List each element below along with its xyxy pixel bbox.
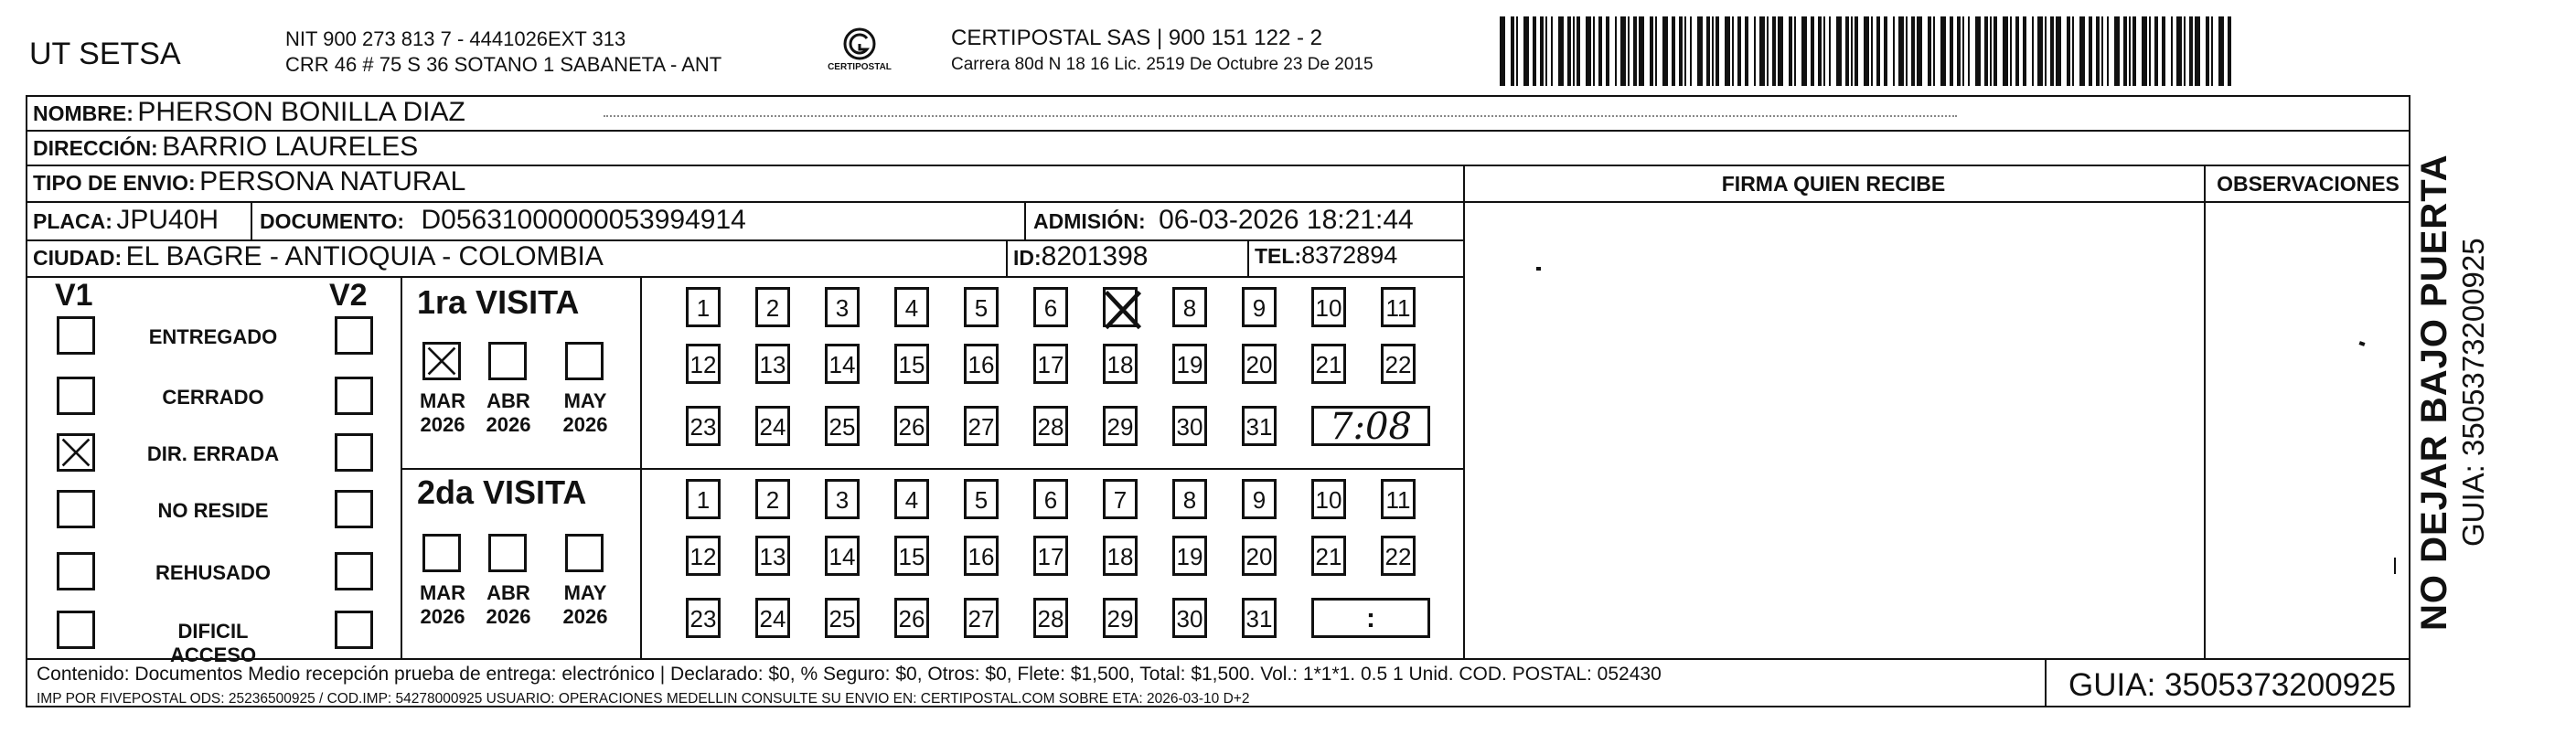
footer-line1: Contenido: Documentos Medio recepción prueba de entrega: electrónico | Declarado: $0, % Seguro: $0, Otros: $0, Flete: $1,500, Total: $1,500. Vol.: 1*1*1. 0.5 1 Unid. COD. POSTAL: 052430 [37,664,1662,685]
visit2-month-checkbox[interactable] [422,534,461,572]
visit2-month-label [415,581,470,629]
license-line: Carrera 80d N 18 16 Lic. 2519 De Octubre 23 De 2015 [951,55,1374,74]
footer-line2: IMP POR FIVEPOSTAL ODS: 25236500925 / COD.IMP: 54278000925 USUARIO: OPERACIONES MEDELLIN CONSULTE SU ENVIO EN: CERTIPOSTAL.COM SOBRE ETA: 2026-03-10 D+2 [37,691,1250,707]
visit1-day-box[interactable]: 30 [1172,406,1207,446]
nit-line: NIT 900 273 813 7 - 4441026EXT 313 [285,27,626,50]
status-v2-checkbox[interactable] [335,316,373,355]
visit2-day-box[interactable]: 9 [1242,479,1277,519]
visit1-month-label [481,389,536,437]
direccion-value: BARRIO LAURELES [162,132,419,162]
visit2-day-box[interactable]: 20 [1242,536,1277,576]
visit2-day-box[interactable]: 22 [1381,536,1416,576]
visit1-day-box[interactable]: 24 [755,406,790,446]
visit1-time-box[interactable]: 7:08 [1311,406,1430,446]
admision-field [1033,205,1414,236]
nombre-value: PHERSON BONILLA DIAZ [137,97,465,127]
visit1-day-box[interactable]: 17 [1033,344,1068,384]
status-v2-checkbox[interactable] [335,490,373,528]
month-year: 2026 [486,605,531,628]
visit2-day-box[interactable]: 4 [894,479,929,519]
visit1-day-box[interactable]: 26 [894,406,929,446]
documento-field [260,205,746,236]
visit1-day-box[interactable]: 25 [825,406,860,446]
placa-value: JPU40H [116,205,219,235]
admision-label: ADMISIÓN: [1033,209,1146,233]
month-year: 2026 [486,413,531,436]
visit1-day-box[interactable]: 21 [1311,344,1346,384]
tel-field [1255,241,1397,270]
month-name: MAY [563,581,607,604]
visit2-day-box[interactable]: 23 [686,598,721,638]
side-warning: NO DEJAR BAJO PUERTA [2414,154,2454,631]
nombre-label: NOMBRE: [33,101,134,125]
documento-label: DOCUMENTO: [260,209,405,233]
month-year: 2026 [420,413,465,436]
visit2-day-box[interactable]: 6 [1033,479,1068,519]
visit2-day-box[interactable]: 31 [1242,598,1277,638]
status-label: ENTREGADO [148,325,278,348]
documento-value: D05631000000053994914 [421,205,746,235]
visit1-day-box[interactable]: 9 [1242,287,1277,327]
visit2-day-box[interactable]: 26 [894,598,929,638]
visit1-day-box[interactable]: 19 [1172,344,1207,384]
visit1-day-box[interactable]: 13 [755,344,790,384]
visit1-day-box[interactable]: 8 [1172,287,1207,327]
status-v1-checkbox[interactable] [57,552,95,590]
visit1-day-box[interactable]: 1 [686,287,721,327]
tipo-label: TIPO DE ENVIO: [33,171,196,195]
direccion-label: DIRECCIÓN: [33,136,158,160]
visit2-day-box[interactable]: 10 [1311,479,1346,519]
signature-dot [1536,267,1541,271]
admision-value: 06-03-2026 18:21:44 [1159,205,1414,235]
visit1-title: 1ra VISITA [417,283,580,321]
visit1-month-checkbox[interactable] [422,342,461,380]
status-v1-checkbox[interactable] [57,433,95,472]
month-name: ABR [486,581,530,604]
visit2-day-box[interactable]: 29 [1103,598,1138,638]
id-label: ID: [1013,246,1042,270]
ciudad-label: CIUDAD: [33,246,123,270]
visit2-day-box[interactable]: 3 [825,479,860,519]
visit1-day-box[interactable]: 29 [1103,406,1138,446]
status-label: REHUSADO [155,561,271,584]
status-v1-checkbox[interactable] [57,377,95,415]
visit2-day-box[interactable]: 8 [1172,479,1207,519]
status-label: CERRADO [162,386,264,409]
observaciones-header: OBSERVACIONES [2217,172,2400,196]
id-field [1013,241,1148,272]
status-v1-checkbox[interactable] [57,490,95,528]
visit1-day-box[interactable]: 22 [1381,344,1416,384]
ciudad-field [33,241,604,272]
visit1-month-checkbox[interactable] [488,342,527,380]
visit2-time-box[interactable]: : [1311,598,1430,638]
visit2-day-box[interactable]: 7 [1103,479,1138,519]
visit2-day-box[interactable]: 25 [825,598,860,638]
visit1-month-label [558,389,613,437]
barcode [1500,16,2231,86]
visit2-day-box[interactable]: 12 [686,536,721,576]
visit2-day-box[interactable]: 19 [1172,536,1207,576]
visit2-title: 2da VISITA [417,473,587,511]
visit2-day-box[interactable]: 15 [894,536,929,576]
visit1-day-box[interactable]: 20 [1242,344,1277,384]
placa-field [33,205,219,236]
visit2-day-box[interactable]: 16 [964,536,999,576]
visit1-day-box[interactable]: 23 [686,406,721,446]
tel-value: 8372894 [1301,241,1398,269]
visit2-day-box[interactable]: 18 [1103,536,1138,576]
month-name: MAR [419,581,466,604]
visit1-day-box[interactable]: 14 [825,344,860,384]
address-line: CRR 46 # 75 S 36 SOTANO 1 SABANETA - ANT [285,53,722,76]
visit1-day-box[interactable]: 2 [755,287,790,327]
visit1-day-box[interactable] [1103,287,1138,327]
visit2-day-box[interactable]: 30 [1172,598,1207,638]
status-label: DIFICIL ACCESO [169,620,257,666]
visit2-day-box[interactable]: 28 [1033,598,1068,638]
visit2-day-box[interactable]: 2 [755,479,790,519]
status-label: DIR. ERRADA [146,442,280,465]
visit2-month-checkbox[interactable] [565,534,604,572]
month-name: MAR [419,389,466,412]
visit2-month-checkbox[interactable] [488,534,527,572]
visit1-day-box[interactable]: 31 [1242,406,1277,446]
visit2-month-label [481,581,536,629]
direccion-field [33,132,418,163]
visit1-day-box[interactable]: 12 [686,344,721,384]
footer-guia: GUIA: 3505373200925 [2068,667,2397,703]
status-v2-checkbox[interactable] [335,377,373,415]
visit1-day-box[interactable]: 11 [1381,287,1416,327]
visit2-day-box[interactable]: 1 [686,479,721,519]
month-year: 2026 [562,413,608,436]
tel-label: TEL: [1255,244,1302,268]
month-name: MAY [563,389,607,412]
id-value: 8201398 [1041,241,1149,271]
visit2-day-box[interactable]: 24 [755,598,790,638]
visit1-day-box[interactable]: 3 [825,287,860,327]
visit2-day-box[interactable]: 17 [1033,536,1068,576]
visit1-day-box[interactable]: 28 [1033,406,1068,446]
status-label: NO RESIDE [157,499,269,522]
faint-print-line [604,115,1957,119]
company-name: UT SETSA [29,37,181,71]
status-v2-checkbox[interactable] [335,611,373,649]
tipo-value: PERSONA NATURAL [199,166,466,197]
status-v1-checkbox[interactable] [57,611,95,649]
status-v2-checkbox[interactable] [335,552,373,590]
certipostal-logo-icon [814,24,905,79]
ciudad-value: EL BAGRE - ANTIOQUIA - COLOMBIA [125,241,604,271]
firma-header: FIRMA QUIEN RECIBE [1721,172,1946,196]
observation-tick [2394,558,2396,574]
visit2-day-box[interactable]: 11 [1381,479,1416,519]
visit2-day-box[interactable]: 27 [964,598,999,638]
visit2-month-label [558,581,613,629]
status-v2-checkbox[interactable] [335,433,373,472]
visit1-day-box[interactable]: 10 [1311,287,1346,327]
tipo-field [33,166,465,197]
visit1-day-box[interactable]: 27 [964,406,999,446]
visit1-month-label [415,389,470,437]
placa-label: PLACA: [33,209,112,233]
visit2-day-box[interactable]: 21 [1311,536,1346,576]
side-guia: GUIA: 3505373200925 [2456,238,2490,547]
v1-header: V1 [55,278,93,313]
v2-header: V2 [329,278,368,313]
nombre-field [33,97,465,128]
month-year: 2026 [562,605,608,628]
visit1-day-box[interactable]: 15 [894,344,929,384]
visit2-day-box[interactable]: 5 [964,479,999,519]
visit1-day-box[interactable]: 5 [964,287,999,327]
visit1-day-box[interactable]: 4 [894,287,929,327]
status-v1-checkbox[interactable] [57,316,95,355]
visit1-day-box[interactable]: 6 [1033,287,1068,327]
visit2-day-box[interactable]: 14 [825,536,860,576]
month-year: 2026 [420,605,465,628]
visit2-day-box[interactable]: 13 [755,536,790,576]
visit1-day-box[interactable]: 16 [964,344,999,384]
logo-text: CERTIPOSTAL [828,62,892,72]
month-name: ABR [486,389,530,412]
carrier-line: CERTIPOSTAL SAS | 900 151 122 - 2 [951,26,1322,50]
visit1-day-box[interactable]: 18 [1103,344,1138,384]
visit1-month-checkbox[interactable] [565,342,604,380]
